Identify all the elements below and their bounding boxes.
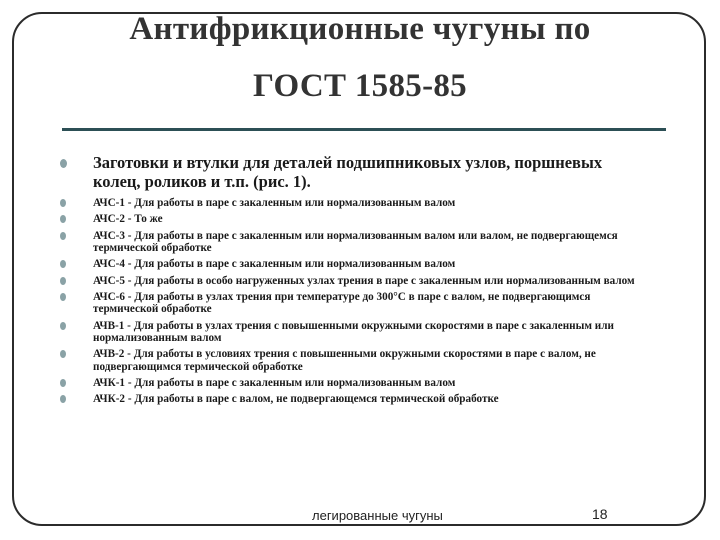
list-item-text: АЧВ-2 - Для работы в условиях трения с повышенными окружными скоростями в паре с валом, не подвергающимся термической обработке [93,348,596,373]
title-divider [62,128,666,131]
list-item [60,320,650,345]
list-item-text: АЧС-5 - Для работы в особо нагруженных узлах трения в паре с закаленным или нормализованным валом [93,274,635,287]
list-item-text: АЧК-2 - Для работы в паре с валом, не подвергающемся термической обработке [93,393,499,406]
list-item [60,258,650,270]
bullet-icon [60,215,66,223]
bullet-icon [60,322,66,330]
bullet-icon [60,159,67,168]
list-item-text: АЧС-1 - Для работы в паре с закаленным или нормализованным валом [93,197,456,209]
bullet-icon [60,232,66,240]
list-item [60,348,650,373]
bullet-icon [60,379,66,387]
title-line-1: Антифрикционные чугуны по [129,11,591,47]
list-item [60,213,650,225]
list-item-text: АЧС-4 - Для работы в паре с закаленным или нормализованным валом [93,258,456,271]
list-item [60,393,650,405]
bullet-icon [60,277,66,285]
list-item-text: АЧК-1 - Для работы в паре с закаленным или нормализованным валом [93,377,456,389]
bullet-icon [60,350,66,358]
list-item-text: АЧС-2 - То же [93,213,163,226]
bullet-icon [60,395,66,403]
list-item [60,230,650,255]
list-item-text: АЧС-3 - Для работы в паре с закаленным или нормализованным валом или валом, не подвергающемся термической обработке [93,229,618,254]
footer-text: легированные чугуны [312,508,443,523]
list-item-text: АЧВ-1 - Для работы в узлах трения с повышенными окружными скоростями в паре с закаленным или нормализованным валом [93,319,614,344]
list-item [60,275,650,287]
list-item-text: АЧС-6 - Для работы в узлах трения при температуре до 300°С в паре с валом, не подвергающимся термической обработке [93,290,591,316]
bullet-list [60,153,650,410]
bullet-icon [60,199,66,207]
list-item-main [60,153,650,191]
bullet-icon [60,293,66,301]
title-line-2: ГОСТ 1585-85 [253,68,467,104]
list-item [60,197,650,209]
bullet-icon [60,260,66,268]
list-item [60,291,650,316]
list-item-text: Заготовки и втулки для деталей подшипниковых узлов, поршневых колец, роликов и т.п. (рис. 1). [93,153,603,191]
list-item [60,377,650,389]
slide-title [60,6,660,109]
page-number: 18 [592,506,608,522]
